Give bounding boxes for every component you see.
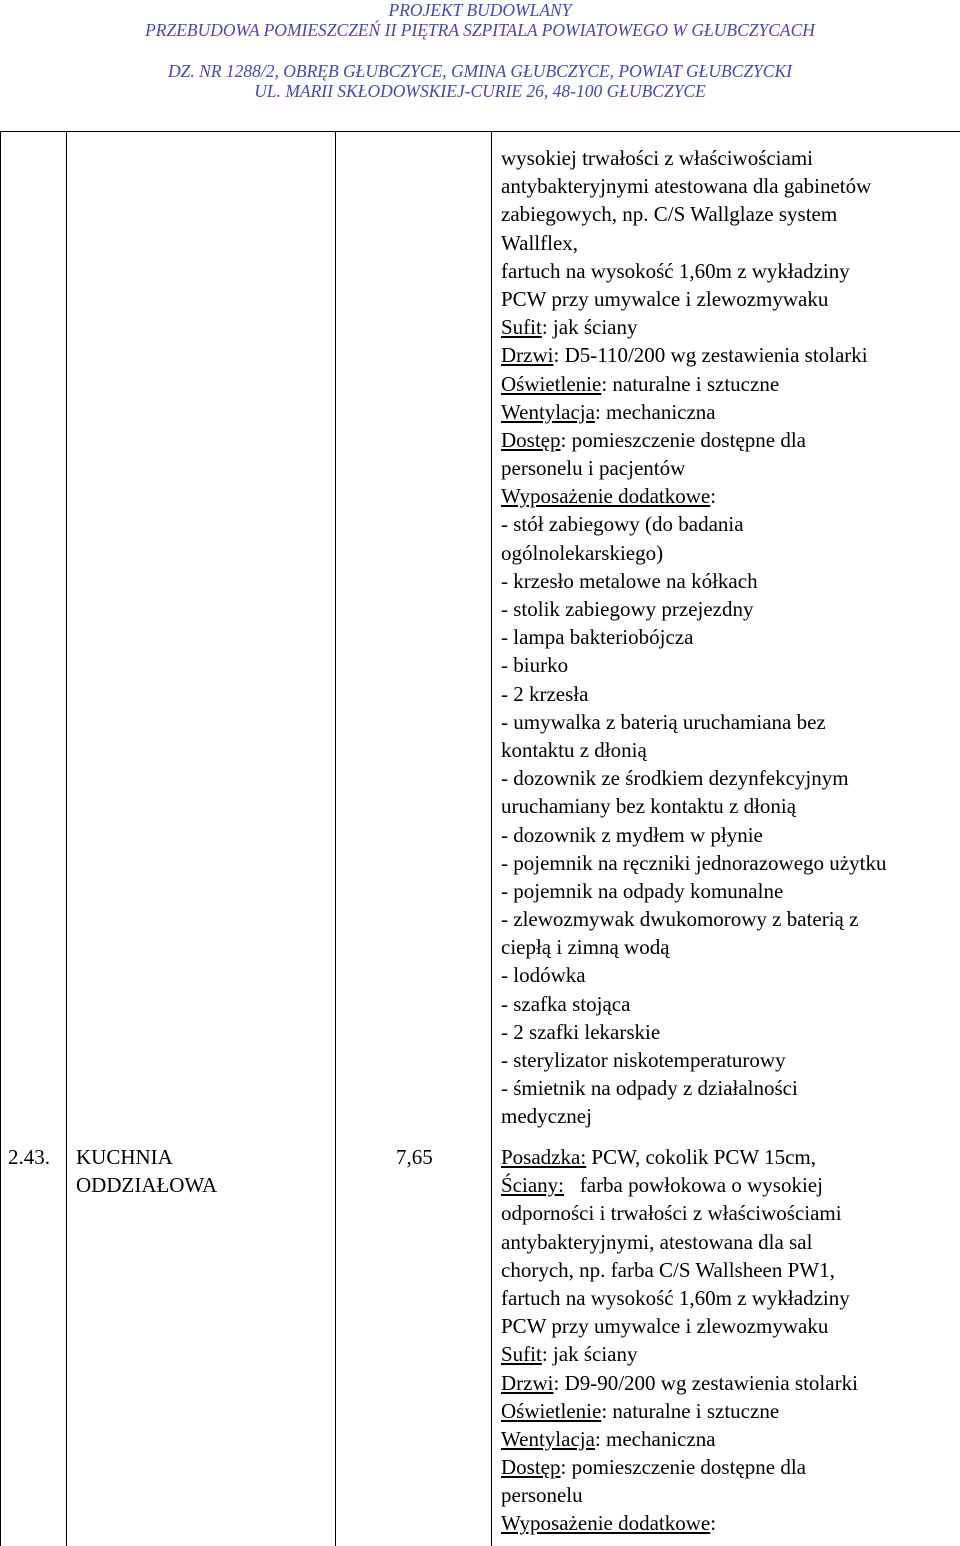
line-text: - krzesło metalowe na kółkach bbox=[501, 568, 758, 593]
room-number: 2.43. bbox=[8, 1145, 50, 1169]
line-text: - lampa bakteriobójcza bbox=[501, 625, 694, 650]
description-line bbox=[501, 539, 886, 567]
line-text: : naturalne i sztuczne bbox=[601, 371, 780, 396]
description-line bbox=[501, 1102, 886, 1130]
description-line bbox=[501, 229, 886, 257]
description-line bbox=[501, 623, 886, 651]
line-text: - 2 szafki lekarskie bbox=[501, 1019, 661, 1044]
line-text: - śmietnik na odpady z działalności bbox=[501, 1076, 798, 1101]
description-line bbox=[501, 1074, 886, 1102]
table-column-divider bbox=[66, 131, 67, 1546]
line-text: - biurko bbox=[501, 653, 569, 678]
description-line bbox=[501, 510, 886, 538]
line-text: odporności i trwałości z właściwościami bbox=[501, 1201, 842, 1226]
description-line bbox=[501, 990, 886, 1018]
description-line bbox=[501, 933, 886, 961]
line-text: PCW, cokolik PCW 15cm, bbox=[586, 1145, 817, 1169]
line-text: fartuch na wysokość 1,60m z wykładziny bbox=[501, 1285, 850, 1310]
description-line bbox=[501, 1312, 858, 1340]
line-text: - pojemnik na ręczniki jednorazowego użytku bbox=[501, 850, 887, 875]
line-text: personelu i pacjentów bbox=[501, 456, 686, 481]
line-text: : D9-90/200 wg zestawienia stolarki bbox=[553, 1370, 858, 1395]
line-text: - dozownik z mydłem w płynie bbox=[501, 822, 763, 847]
description-line bbox=[501, 144, 886, 172]
line-text: ciepłą i zimną wodą bbox=[501, 935, 670, 960]
description-line bbox=[501, 680, 886, 708]
description-line bbox=[501, 1369, 858, 1397]
line-text: Wallflex, bbox=[501, 230, 579, 255]
table-column-divider bbox=[0, 131, 1, 1546]
line-text: : mechaniczna bbox=[594, 399, 716, 424]
room-name-line: ODDZIAŁOWA bbox=[76, 1173, 218, 1198]
field-label: Oświetlenie bbox=[501, 371, 602, 396]
description-line bbox=[501, 1397, 858, 1425]
table-column-divider bbox=[335, 131, 336, 1546]
table-top-border bbox=[0, 131, 960, 132]
description-line bbox=[501, 1481, 858, 1509]
field-label: Dostęp bbox=[501, 427, 561, 452]
line-text: ogólnolekarskiego) bbox=[501, 540, 664, 565]
description-line bbox=[501, 1143, 858, 1171]
description-line bbox=[501, 1509, 858, 1537]
description-line bbox=[501, 1171, 858, 1199]
field-label: Wentylacja bbox=[501, 399, 595, 424]
description-line bbox=[501, 1425, 858, 1453]
line-text: PCW przy umywalce i zlewozmywaku bbox=[501, 1314, 829, 1339]
line-text: PCW przy umywalce i zlewozmywaku bbox=[501, 286, 829, 311]
field-label: Oświetlenie bbox=[501, 1398, 602, 1423]
line-text: - dozownik ze środkiem dezynfekcyjnym bbox=[501, 766, 849, 791]
field-label: Posadzka: bbox=[501, 1145, 587, 1169]
description-line bbox=[501, 877, 886, 905]
continued-description bbox=[501, 144, 886, 1131]
description-line bbox=[501, 1046, 886, 1074]
table-column-divider bbox=[491, 131, 492, 1546]
line-text: medycznej bbox=[501, 1104, 592, 1129]
description-line bbox=[501, 1228, 858, 1256]
description-line bbox=[501, 454, 886, 482]
line-text: zabiegowych, np. C/S Wallglaze system bbox=[501, 202, 838, 227]
description-line bbox=[501, 1453, 858, 1481]
line-text: - sterylizator niskotemperaturowy bbox=[501, 1048, 786, 1072]
description-line bbox=[501, 313, 886, 341]
line-text: : mechaniczna bbox=[594, 1426, 716, 1451]
field-label: Sufit bbox=[501, 1342, 542, 1367]
line-text: : D5-110/200 wg zestawienia stolarki bbox=[553, 343, 868, 368]
description-line bbox=[501, 257, 886, 285]
line-text: : pomieszczenie dostępne dla bbox=[560, 1455, 806, 1480]
description-line bbox=[501, 708, 886, 736]
header-address: UL. MARII SKŁODOWSKIEJ-CURIE 26, 48-100 GŁUBCZYCE bbox=[254, 81, 706, 101]
line-text: chorych, np. farba C/S Wallsheen PW1, bbox=[501, 1257, 835, 1282]
header-project-type: PROJEKT BUDOWLANY bbox=[388, 0, 572, 20]
line-text: : naturalne i sztuczne bbox=[601, 1398, 780, 1423]
line-text: : jak ściany bbox=[541, 1342, 638, 1367]
description-line bbox=[501, 1199, 858, 1227]
line-text: fartuch na wysokość 1,60m z wykładziny bbox=[501, 258, 850, 283]
line-text: kontaktu z dłonią bbox=[501, 737, 647, 762]
description-line bbox=[501, 172, 886, 200]
field-label: Drzwi bbox=[501, 343, 554, 368]
description-line bbox=[501, 398, 886, 426]
description-line bbox=[501, 764, 886, 792]
line-text: - umywalka z baterią uruchamiana bez bbox=[501, 709, 826, 734]
line-text: antybakteryjnymi atestowana dla gabinetów bbox=[501, 174, 872, 199]
line-text: personelu bbox=[501, 1483, 583, 1508]
description-line bbox=[501, 651, 886, 679]
description-line bbox=[501, 1340, 858, 1368]
field-label: Wentylacja bbox=[501, 1426, 595, 1451]
line-text: - pojemnik na odpady komunalne bbox=[501, 878, 784, 903]
room-area: 7,65 bbox=[396, 1145, 433, 1169]
line-text: - stół zabiegowy (do badania bbox=[501, 512, 744, 537]
line-text: farba powłokowa o wysokiej bbox=[564, 1173, 823, 1198]
room-description bbox=[501, 1143, 858, 1538]
description-line bbox=[501, 370, 886, 398]
room-name bbox=[76, 1143, 217, 1199]
line-text: - lodówka bbox=[501, 963, 586, 988]
description-line bbox=[501, 821, 886, 849]
description-line bbox=[501, 736, 886, 764]
field-label: Sufit bbox=[501, 315, 542, 340]
line-text: antybakteryjnymi, atestowana dla sal bbox=[501, 1229, 813, 1254]
line-text: - 2 krzesła bbox=[501, 681, 589, 706]
line-text: : pomieszczenie dostępne dla bbox=[560, 427, 806, 452]
description-line bbox=[501, 341, 886, 369]
line-text: - szafka stojąca bbox=[501, 991, 631, 1016]
description-line bbox=[501, 285, 886, 313]
field-label: Wyposażenie dodatkowe bbox=[501, 484, 711, 509]
field-label: Dostęp bbox=[501, 1455, 561, 1480]
description-line bbox=[501, 595, 886, 623]
room-name-line: KUCHNIA bbox=[76, 1145, 173, 1169]
description-line bbox=[501, 1256, 858, 1284]
field-label: Wyposażenie dodatkowe bbox=[501, 1511, 711, 1536]
line-text: uruchamiany bez kontaktu z dłonią bbox=[501, 794, 797, 819]
description-line bbox=[501, 567, 886, 595]
field-label: Drzwi bbox=[501, 1370, 554, 1395]
description-line bbox=[501, 482, 886, 510]
line-text: : jak ściany bbox=[541, 315, 638, 340]
description-line bbox=[501, 849, 886, 877]
line-text: - stolik zabiegowy przejezdny bbox=[501, 597, 754, 621]
description-line bbox=[501, 961, 886, 989]
line-text: : bbox=[710, 1511, 717, 1536]
description-line bbox=[501, 905, 886, 933]
description-line bbox=[501, 792, 886, 820]
description-line bbox=[501, 1284, 858, 1312]
description-line bbox=[501, 426, 886, 454]
line-text: - zlewozmywak dwukomorowy z baterią z bbox=[501, 907, 859, 932]
line-text: wysokiej trwałości z właściwościami bbox=[501, 146, 814, 170]
header-plot-info: DZ. NR 1288/2, OBRĘB GŁUBCZYCE, GMINA GŁUBCZYCE, POWIAT GŁUBCZYCKI bbox=[168, 61, 792, 81]
field-label: Ściany: bbox=[501, 1173, 564, 1198]
description-line bbox=[501, 1018, 886, 1046]
description-line bbox=[501, 200, 886, 228]
page-header bbox=[0, 0, 960, 101]
line-text: : bbox=[710, 484, 717, 509]
header-project-title: PRZEBUDOWA POMIESZCZEŃ II PIĘTRA SZPITALA POWIATOWEGO W GŁUBCZYCACH bbox=[145, 20, 815, 40]
